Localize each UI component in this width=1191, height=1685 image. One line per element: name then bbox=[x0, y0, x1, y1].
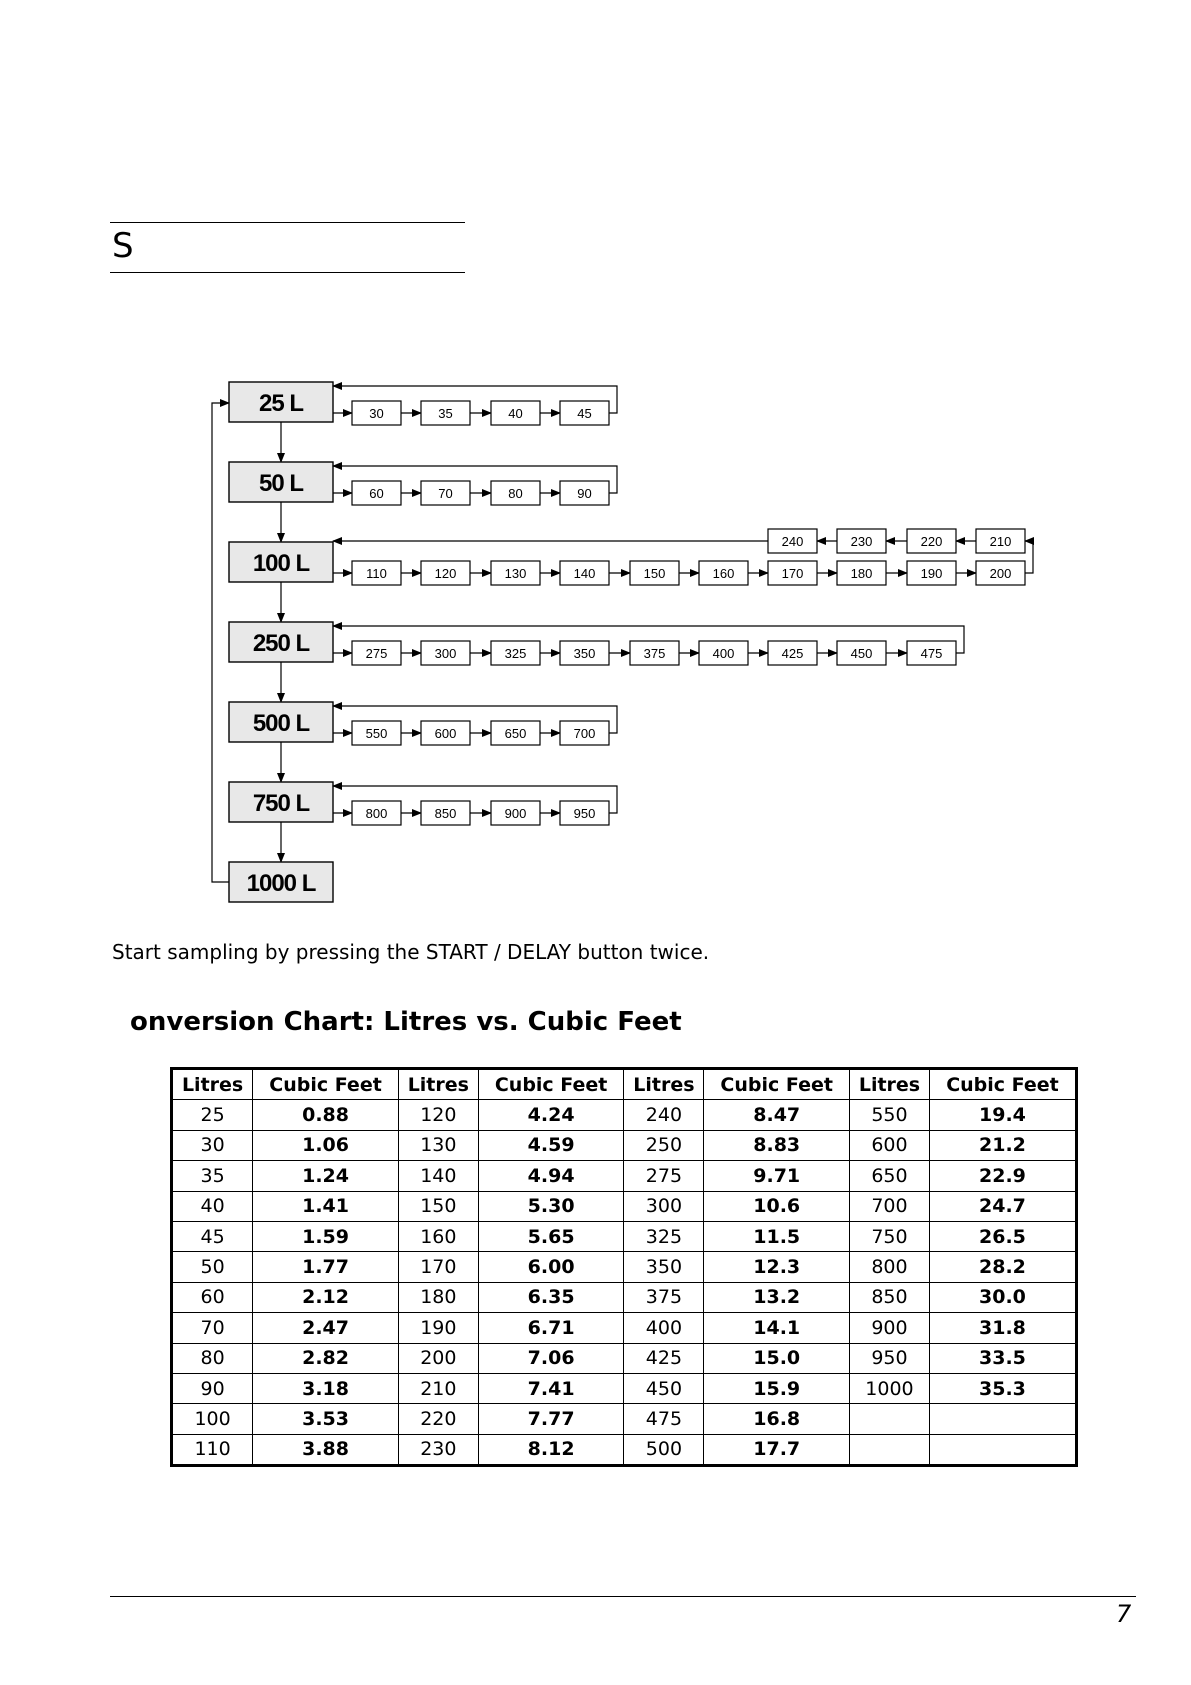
litres-cell: 1000 bbox=[850, 1373, 930, 1403]
volume-step-label: 110 bbox=[366, 566, 387, 581]
litres-cell: 600 bbox=[850, 1130, 930, 1160]
cubic-feet-cell: 9.71 bbox=[704, 1161, 850, 1191]
connector-line bbox=[212, 403, 229, 882]
litres-cell: 25 bbox=[172, 1100, 253, 1130]
litres-cell: 210 bbox=[398, 1373, 478, 1403]
cubic-feet-cell: 22.9 bbox=[929, 1161, 1076, 1191]
cubic-feet-cell: 13.2 bbox=[704, 1282, 850, 1312]
volume-label: 1000 L bbox=[246, 870, 316, 897]
column-header: Cubic Feet bbox=[253, 1069, 399, 1100]
litres-cell: 110 bbox=[172, 1434, 253, 1465]
table-row bbox=[172, 1221, 1077, 1251]
volume-step-label: 375 bbox=[643, 646, 666, 661]
litres-cell: 300 bbox=[624, 1191, 704, 1221]
cubic-feet-cell: 11.5 bbox=[704, 1221, 850, 1251]
litres-cell: 850 bbox=[850, 1282, 930, 1312]
volume-step-label: 160 bbox=[712, 566, 735, 581]
cubic-feet-cell: 1.77 bbox=[253, 1252, 399, 1282]
cubic-feet-cell: 2.82 bbox=[253, 1343, 399, 1373]
connector-line bbox=[1025, 541, 1033, 573]
cubic-feet-cell: 7.77 bbox=[478, 1404, 624, 1434]
cubic-feet-cell: 17.7 bbox=[704, 1434, 850, 1465]
column-header: Cubic Feet bbox=[704, 1069, 850, 1100]
cubic-feet-cell: 24.7 bbox=[929, 1191, 1076, 1221]
volume-step-label: 600 bbox=[434, 726, 457, 741]
cubic-feet-cell: 3.18 bbox=[253, 1373, 399, 1403]
litres-cell: 425 bbox=[624, 1343, 704, 1373]
table-header-row bbox=[172, 1069, 1077, 1100]
litres-cell: 275 bbox=[624, 1161, 704, 1191]
volume-step-label: 275 bbox=[365, 646, 388, 661]
sampling-instruction: Start sampling by pressing the START / DELAY button twice. bbox=[112, 940, 710, 964]
table-row bbox=[172, 1313, 1077, 1343]
litres-cell: 450 bbox=[624, 1373, 704, 1403]
litres-cell: 200 bbox=[398, 1343, 478, 1373]
cubic-feet-cell: 7.06 bbox=[478, 1343, 624, 1373]
cubic-feet-cell: 12.3 bbox=[704, 1252, 850, 1282]
volume-step-label: 90 bbox=[577, 486, 592, 501]
litres-cell: 550 bbox=[850, 1100, 930, 1130]
table-row bbox=[172, 1404, 1077, 1434]
volume-step-label: 350 bbox=[573, 646, 596, 661]
cubic-feet-cell: 5.30 bbox=[478, 1191, 624, 1221]
volume-step-label: 35 bbox=[438, 406, 453, 421]
cubic-feet-cell: 3.53 bbox=[253, 1404, 399, 1434]
volume-label: 25 L bbox=[258, 390, 304, 417]
volume-step-label: 60 bbox=[369, 486, 384, 501]
volume-step-label: 900 bbox=[504, 806, 527, 821]
volume-label: 100 L bbox=[252, 550, 310, 577]
litres-cell: 120 bbox=[398, 1100, 478, 1130]
litres-cell: 400 bbox=[624, 1313, 704, 1343]
column-header: Litres bbox=[172, 1069, 253, 1100]
volume-step-label: 30 bbox=[369, 406, 384, 421]
volume-step-label: 130 bbox=[504, 566, 527, 581]
volume-label: 250 L bbox=[252, 630, 310, 657]
table-row bbox=[172, 1373, 1077, 1403]
volume-step-label: 150 bbox=[643, 566, 666, 581]
litres-cell: 750 bbox=[850, 1221, 930, 1251]
volume-step-label: 400 bbox=[712, 646, 735, 661]
cubic-feet-cell: 3.88 bbox=[253, 1434, 399, 1465]
volume-step-label: 550 bbox=[365, 726, 388, 741]
volume-step-label: 450 bbox=[850, 646, 873, 661]
litres-cell: 40 bbox=[172, 1191, 253, 1221]
cubic-feet-cell: 10.6 bbox=[704, 1191, 850, 1221]
litres-cell: 800 bbox=[850, 1252, 930, 1282]
litres-cell: 70 bbox=[172, 1313, 253, 1343]
volume-step-label: 210 bbox=[989, 534, 1012, 549]
cubic-feet-cell: 26.5 bbox=[929, 1221, 1076, 1251]
litres-cell: 45 bbox=[172, 1221, 253, 1251]
cubic-feet-cell: 0.88 bbox=[253, 1100, 399, 1130]
volume-label: 750 L bbox=[252, 790, 310, 817]
cubic-feet-cell: 16.8 bbox=[704, 1404, 850, 1434]
conversion-table bbox=[170, 1067, 1078, 1467]
cubic-feet-cell: 31.8 bbox=[929, 1313, 1076, 1343]
volume-step-label: 70 bbox=[438, 486, 453, 501]
cubic-feet-cell: 21.2 bbox=[929, 1130, 1076, 1160]
cubic-feet-cell: 33.5 bbox=[929, 1343, 1076, 1373]
volume-step-label: 200 bbox=[989, 566, 1012, 581]
cubic-feet-cell: 2.47 bbox=[253, 1313, 399, 1343]
volume-step-label: 240 bbox=[781, 534, 804, 549]
litres-cell: 180 bbox=[398, 1282, 478, 1312]
litres-cell: 140 bbox=[398, 1161, 478, 1191]
table-row bbox=[172, 1130, 1077, 1160]
litres-cell: 250 bbox=[624, 1130, 704, 1160]
footer-rule bbox=[110, 1596, 1136, 1597]
cubic-feet-cell: 8.12 bbox=[478, 1434, 624, 1465]
cubic-feet-cell: 15.9 bbox=[704, 1373, 850, 1403]
column-header: Litres bbox=[624, 1069, 704, 1100]
litres-cell: 90 bbox=[172, 1373, 253, 1403]
cubic-feet-cell: 6.00 bbox=[478, 1252, 624, 1282]
cubic-feet-cell: 19.4 bbox=[929, 1100, 1076, 1130]
cubic-feet-cell: 8.47 bbox=[704, 1100, 850, 1130]
volume-step-label: 800 bbox=[365, 806, 388, 821]
volume-label: 500 L bbox=[252, 710, 310, 737]
volume-step-label: 40 bbox=[508, 406, 523, 421]
volume-step-label: 180 bbox=[850, 566, 873, 581]
volume-step-label: 475 bbox=[920, 646, 943, 661]
volume-step-label: 140 bbox=[573, 566, 596, 581]
litres-cell: 475 bbox=[624, 1404, 704, 1434]
table-row bbox=[172, 1434, 1077, 1465]
cubic-feet-cell: 1.59 bbox=[253, 1221, 399, 1251]
litres-cell: 375 bbox=[624, 1282, 704, 1312]
litres-cell: 220 bbox=[398, 1404, 478, 1434]
volume-step-label: 120 bbox=[434, 566, 457, 581]
litres-cell bbox=[850, 1434, 930, 1465]
cubic-feet-cell: 30.0 bbox=[929, 1282, 1076, 1312]
table-row bbox=[172, 1100, 1077, 1130]
cubic-feet-cell: 6.35 bbox=[478, 1282, 624, 1312]
table-row bbox=[172, 1191, 1077, 1221]
cubic-feet-cell bbox=[929, 1404, 1076, 1434]
litres-cell: 240 bbox=[624, 1100, 704, 1130]
cubic-feet-cell: 1.24 bbox=[253, 1161, 399, 1191]
litres-cell: 50 bbox=[172, 1252, 253, 1282]
volume-step-label: 425 bbox=[781, 646, 804, 661]
litres-cell: 100 bbox=[172, 1404, 253, 1434]
cubic-feet-cell: 2.12 bbox=[253, 1282, 399, 1312]
cubic-feet-cell: 15.0 bbox=[704, 1343, 850, 1373]
column-header: Litres bbox=[850, 1069, 930, 1100]
cubic-feet-cell: 7.41 bbox=[478, 1373, 624, 1403]
cubic-feet-cell: 4.94 bbox=[478, 1161, 624, 1191]
volume-step-label: 170 bbox=[781, 566, 804, 581]
volume-step-label: 45 bbox=[577, 406, 592, 421]
litres-cell: 80 bbox=[172, 1343, 253, 1373]
cubic-feet-cell: 35.3 bbox=[929, 1373, 1076, 1403]
litres-cell: 190 bbox=[398, 1313, 478, 1343]
volume-step-label: 650 bbox=[504, 726, 527, 741]
litres-cell: 35 bbox=[172, 1161, 253, 1191]
cubic-feet-cell: 6.71 bbox=[478, 1313, 624, 1343]
table-row bbox=[172, 1161, 1077, 1191]
column-header: Cubic Feet bbox=[929, 1069, 1076, 1100]
volume-step-label: 230 bbox=[850, 534, 873, 549]
litres-cell: 700 bbox=[850, 1191, 930, 1221]
cubic-feet-cell: 14.1 bbox=[704, 1313, 850, 1343]
volume-step-label: 950 bbox=[573, 806, 596, 821]
litres-cell: 170 bbox=[398, 1252, 478, 1282]
column-header: Cubic Feet bbox=[478, 1069, 624, 1100]
volume-step-label: 325 bbox=[504, 646, 527, 661]
page-number: 7 bbox=[1116, 1600, 1132, 1628]
litres-cell: 325 bbox=[624, 1221, 704, 1251]
volume-step-label: 220 bbox=[920, 534, 943, 549]
litres-cell: 230 bbox=[398, 1434, 478, 1465]
conversion-chart-heading: onversion Chart: Litres vs. Cubic Feet bbox=[130, 1007, 682, 1037]
table-body bbox=[172, 1100, 1077, 1466]
column-header: Litres bbox=[398, 1069, 478, 1100]
litres-cell: 650 bbox=[850, 1161, 930, 1191]
cubic-feet-cell: 8.83 bbox=[704, 1130, 850, 1160]
litres-cell: 130 bbox=[398, 1130, 478, 1160]
section-heading: S bbox=[112, 226, 134, 266]
volume-step-label: 700 bbox=[573, 726, 596, 741]
litres-cell: 150 bbox=[398, 1191, 478, 1221]
litres-cell: 60 bbox=[172, 1282, 253, 1312]
cubic-feet-cell: 4.24 bbox=[478, 1100, 624, 1130]
cubic-feet-cell: 5.65 bbox=[478, 1221, 624, 1251]
litres-cell: 30 bbox=[172, 1130, 253, 1160]
volume-step-label: 300 bbox=[434, 646, 457, 661]
table-row bbox=[172, 1343, 1077, 1373]
litres-cell: 500 bbox=[624, 1434, 704, 1465]
volume-step-label: 190 bbox=[920, 566, 943, 581]
volume-step-label: 850 bbox=[434, 806, 457, 821]
table-row bbox=[172, 1282, 1077, 1312]
cubic-feet-cell: 4.59 bbox=[478, 1130, 624, 1160]
cubic-feet-cell: 1.41 bbox=[253, 1191, 399, 1221]
volume-label: 50 L bbox=[258, 470, 304, 497]
litres-cell bbox=[850, 1404, 930, 1434]
litres-cell: 160 bbox=[398, 1221, 478, 1251]
cubic-feet-cell: 1.06 bbox=[253, 1130, 399, 1160]
cubic-feet-cell: 28.2 bbox=[929, 1252, 1076, 1282]
cubic-feet-cell bbox=[929, 1434, 1076, 1465]
litres-cell: 950 bbox=[850, 1343, 930, 1373]
table-row bbox=[172, 1252, 1077, 1282]
volume-step-label: 80 bbox=[508, 486, 523, 501]
litres-cell: 900 bbox=[850, 1313, 930, 1343]
litres-cell: 350 bbox=[624, 1252, 704, 1282]
